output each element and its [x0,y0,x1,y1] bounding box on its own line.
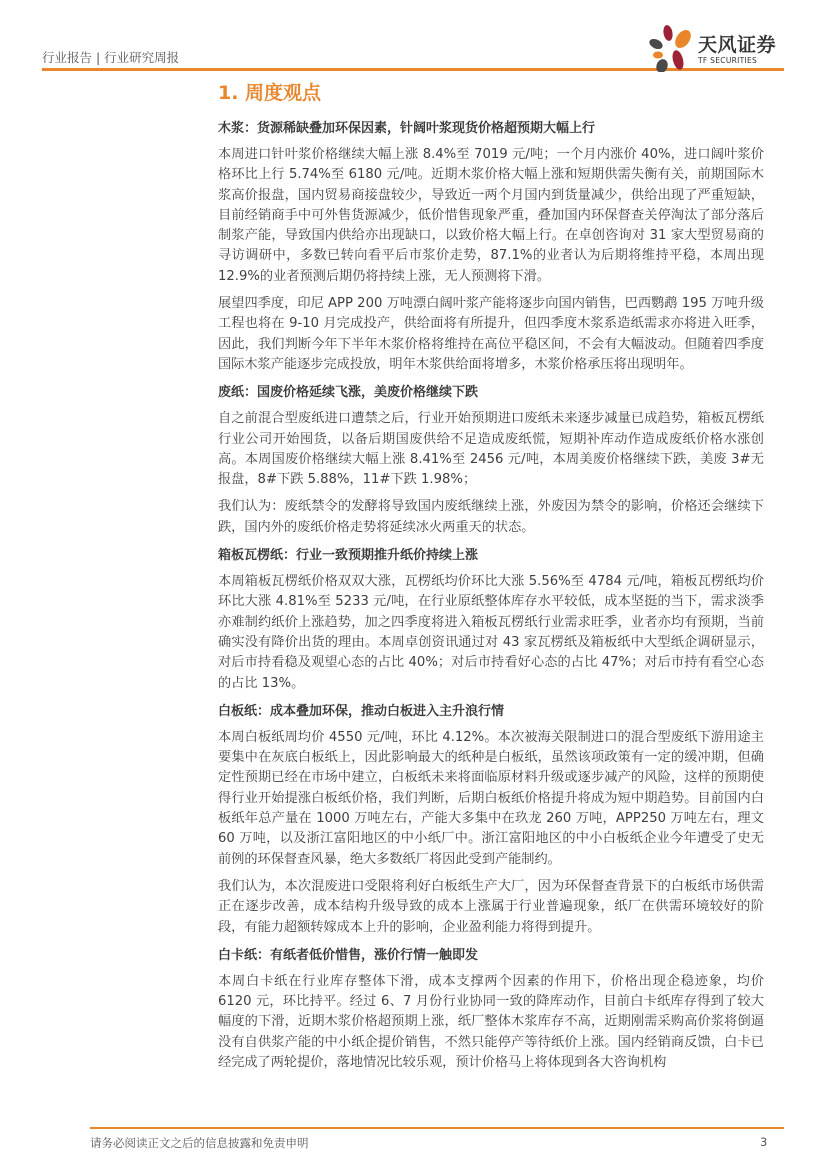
logo-chinese-name: 天风证券 [698,34,777,56]
section-title: 1. 周度观点 [218,82,322,104]
paragraph: 本周白卡纸在行业库存整体下滑，成本支撑两个因素的作用下，价格出现企稳迹象，均价 6120 元，环比持平。经过 6、7 月份行业协同一致的降库动作，目前白卡纸库存得到了较大幅度的下滑，近期木浆价格超预期上涨，纸厂整体木浆库存不高，近期刚需采购高价浆将倒逼没有自供浆产能的中小纸企提价销售，不然只能停产等待纸价上涨。国内经销商反馈，白卡已经完成了两轮提价，落地情况比较乐观，预计价格马上将体现到各大咨询机构 [218,973,764,1070]
paragraph: 本周进口针叶浆价格继续大幅上涨 8.4%至 7019 元/吨；一个月内涨价 40%，进口阔叶浆价格环比上行 5.74%至 6180 元/吨。近期木浆价格大幅上涨和短期供需失衡有关，前期国际木浆高价报盘，国内贸易商接盘较少，导致近一两个月国内到货量减少，供给出现了严重短缺，目前经销商手中可外售货源减少，低价惜售现象严重，叠加国内环保督查关停淘汰了部分落后制浆产能，导致国内供给亦出现缺口，以致价格大幅上行。在卓创咨询对 31 家大型贸易商的寻访调研中，多数已转向看平后市浆价走势，87.1%的业者认为后期将维持平稳，本周出现 12.9%的业者预测后期仍将持续上涨，无人预测将下滑。 [218,147,764,284]
logo-flower-icon [648,24,696,72]
subsection-heading-wastepaper: 废纸：国废价格延续飞涨，美废价格继续下跌 [218,385,479,401]
company-logo [648,24,778,72]
footer-disclaimer: 请务必阅读正文之后的信息披露和免责申明 [90,1136,309,1150]
paragraph: 我们认为：废纸禁令的发酵将导致国内废纸继续上涨，外废因为禁令的影响，价格还会继续下跌，国内外的废纸价格走势将延续冰火两重天的状态。 [218,499,764,535]
paragraph: 本周白板纸周均价 4550 元/吨，环比 4.12%。本次被海关限制进口的混合型废纸下游用途主要集中在灰底白板纸上，因此影响最大的纸种是白板纸，虽然该项政策有一定的缓冲期，但确定性预期已经在市场中建立，白板纸未来将面临原材料升级或逐步减产的风险，这样的预期使得行业开始提涨白板纸价格，我们判断，后期白板纸价格提升将成为短中期趋势。目前国内白板纸年总产量在 1000 万吨左右，产能大多集中在玖龙 260 万吨，APP250 万吨左右，理文 60 万吨，以及浙江富阳地区的中小纸厂中。浙江富阳地区的中小白板纸企业今年遭受了史无前例的环保督查风暴，绝大多数纸厂将因此受到产能制约。 [218,729,764,867]
report-body [218,80,764,1080]
subsection-heading-containerboard: 箱板瓦楞纸：行业一致预期推升纸价持续上涨 [218,548,479,564]
paragraph: 展望四季度，印尼 APP 200 万吨漂白阔叶浆产能将逐步向国内销售，巴西鹦鹉 195 万吨升级工程也将在 9-10 月完成投产，供给面将有所提升，但四季度木浆系造纸需求亦将进入旺季，因此，我们判断今年下半年木浆价格将维持在高位平稳区间，不会有大幅波动。但随着四季度国际木浆产能逐步完成投放，明年木浆供给面将增多，木浆价格承压将出现明年。 [218,296,764,372]
subsection-heading-pulp: 木浆：货源稀缺叠加环保因素，针阔叶浆现货价格超预期大幅上行 [218,121,596,136]
logo-english-name: TF SECURITIES [698,56,758,65]
subsection-heading-ivoryboard: 白卡纸：有纸者低价惜售，涨价行情一触即发 [218,947,479,963]
page-number: 3 [760,1135,768,1149]
subsection-heading-whiteboard: 白板纸：成本叠加环保，推动白板进入主升浪行情 [218,703,505,719]
paragraph: 自之前混合型废纸进口遭禁之后，行业开始预期进口废纸未来逐步减量已成趋势，箱板瓦楞纸行业公司开始囤货，以备后期国废供给不足造成废纸慌，短期补库动作造成废纸价格水涨创高。本周国废价格继续大幅上涨 8.41%至 2456 元/吨，本周美废价格继续下跌，美废 3#无报盘，8#下跌 5.88%，11#下跌 1.98%； [218,411,764,488]
paragraph: 本周箱板瓦楞纸价格双双大涨，瓦楞纸均价环比大涨 5.56%至 4784 元/吨，箱板瓦楞纸均价环比大涨 4.81%至 5233 元/吨，在行业原纸整体库存水平较低，成本坚挺的当下，需求淡季亦难制约纸价上涨趋势，加之四季度将进入箱板瓦楞纸行业需求旺季，业者亦均有预期，当前确实没有降价出货的理由。本周卓创资讯通过对 43 家瓦楞纸及箱板纸中大型纸企调研显示，对后市持看稳及观望心态的占比 40%；对后市持看好心态的占比 47%；对后市持有看空心态的占比 13%。 [218,574,764,691]
paragraph: 我们认为，本次混废进口受限将利好白板纸生产大厂，因为环保督查背景下的白板纸市场供需正在逐步改善，成本结构升级导致的成本上涨属于行业普遍现象，纸厂在供需环境较好的阶段，有能力超额转嫁成本上升的影响，企业盈利能力将得到提升。 [218,878,764,935]
footer-divider [90,1127,784,1129]
report-breadcrumb: 行业报告 | 行业研究周报 [42,50,180,65]
